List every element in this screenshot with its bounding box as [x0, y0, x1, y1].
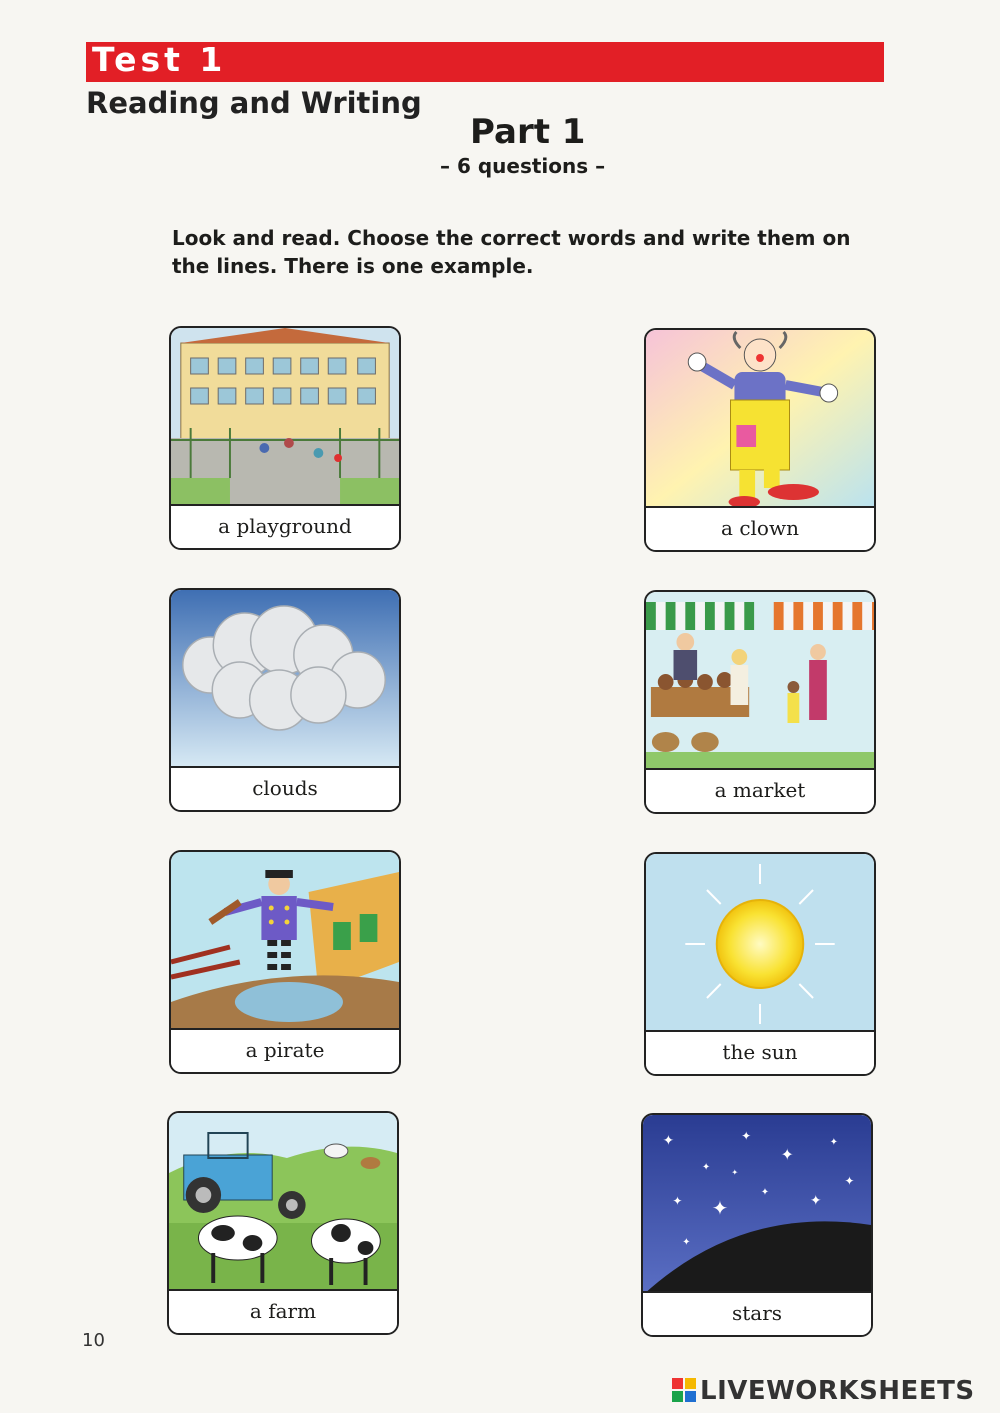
svg-text:✦: ✦ — [662, 1132, 675, 1150]
card-label: a pirate — [171, 1028, 399, 1072]
svg-text:✦: ✦ — [780, 1144, 794, 1165]
questions-count: – 6 questions – — [440, 154, 606, 178]
farm-image — [169, 1113, 397, 1293]
card-playground — [169, 326, 401, 550]
svg-text:✦: ✦ — [731, 1167, 739, 1178]
liveworksheets-logo-icon — [672, 1378, 696, 1402]
playground-image — [171, 328, 399, 508]
card-label: a playground — [171, 504, 399, 548]
page-number: 10 — [82, 1330, 105, 1351]
card-label: the sun — [646, 1030, 874, 1074]
section-title: Reading and Writing — [86, 86, 422, 120]
svg-text:✦: ✦ — [701, 1161, 711, 1174]
stars-image — [643, 1115, 871, 1295]
card-label: a market — [646, 768, 874, 812]
test-title: Test 1 — [92, 40, 227, 79]
sun-image — [646, 854, 874, 1034]
card-label: stars — [643, 1291, 871, 1335]
clouds-image — [171, 590, 399, 770]
part-title: Part 1 — [470, 112, 586, 152]
card-pirate — [169, 850, 401, 1074]
brand-watermark: LIVEWORKSHEETS — [700, 1376, 975, 1406]
market-image — [646, 592, 874, 772]
card-clown — [644, 328, 876, 552]
svg-text:✦: ✦ — [760, 1186, 770, 1199]
card-sun — [644, 852, 876, 1076]
svg-text:✦: ✦ — [711, 1196, 729, 1221]
card-clouds — [169, 588, 401, 812]
svg-text:✦: ✦ — [844, 1173, 855, 1189]
card-label: clouds — [171, 766, 399, 810]
pirate-image — [171, 852, 399, 1032]
svg-text:✦: ✦ — [741, 1128, 752, 1144]
card-label: a farm — [169, 1289, 397, 1333]
svg-text:✦: ✦ — [829, 1136, 838, 1149]
card-market — [644, 590, 876, 814]
instructions: Look and read. Choose the correct words and write them on the lines. There is one example. — [172, 226, 851, 278]
svg-text:✦: ✦ — [682, 1236, 691, 1249]
card-stars — [641, 1113, 873, 1337]
card-label: a clown — [646, 506, 874, 550]
card-farm — [167, 1111, 399, 1335]
svg-text:✦: ✦ — [672, 1193, 683, 1209]
svg-text:✦: ✦ — [810, 1192, 822, 1210]
clown-image — [646, 330, 874, 510]
